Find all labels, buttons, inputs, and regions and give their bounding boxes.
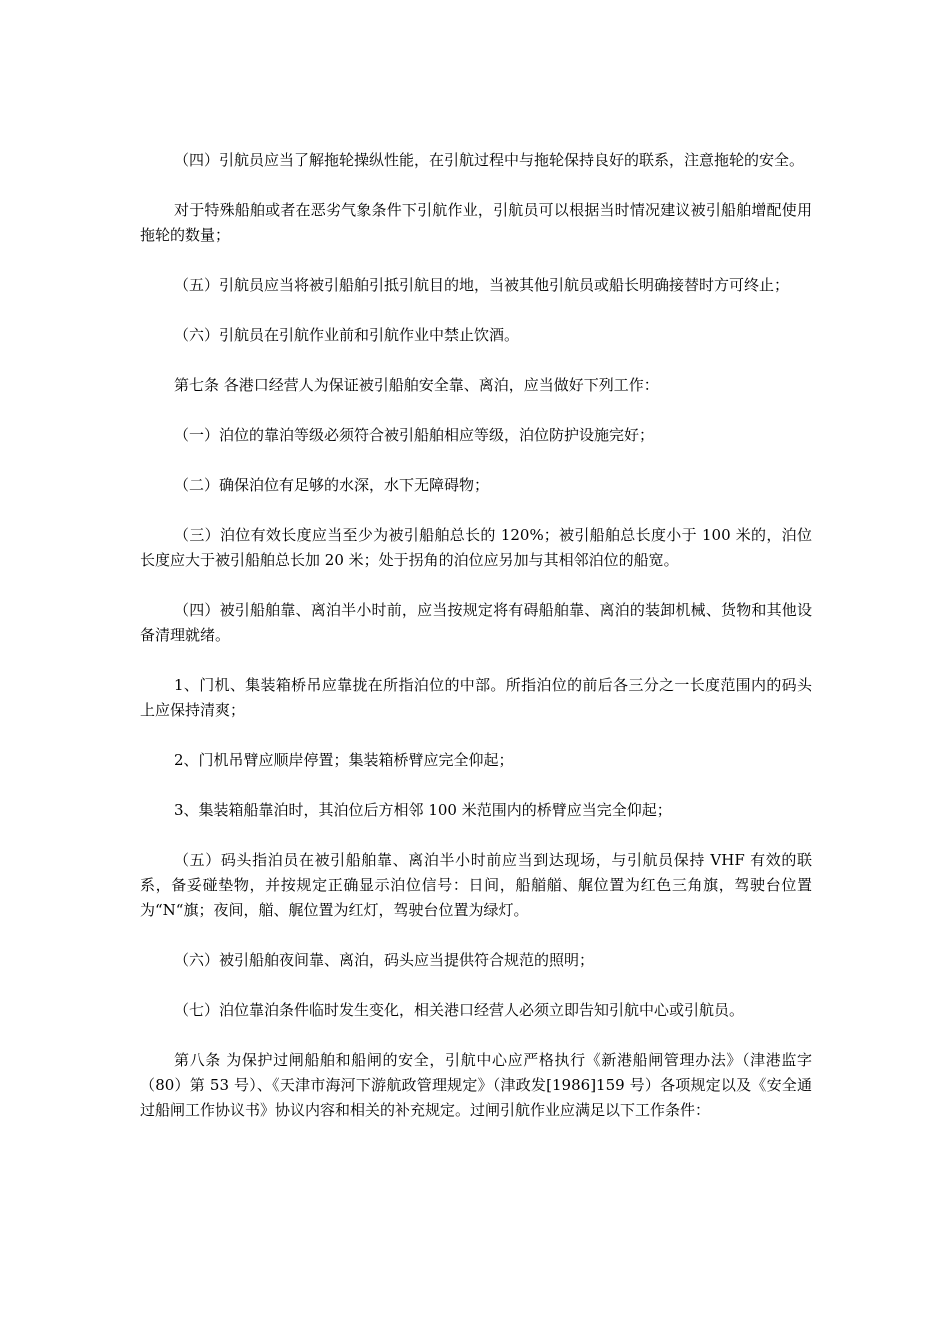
paragraph-special-vessels: 对于特殊船舶或者在恶劣气象条件下引航作业，引航员可以根据当时情况建议被引船舶增配使用拖轮的数量； xyxy=(140,201,812,244)
paragraph-berth-grade: （一）泊位的靠泊等级必须符合被引船舶相应等级，泊位防护设施完好； xyxy=(174,426,655,444)
paragraph-berth-signals: （五）码头指泊员在被引船舶靠、离泊半小时前应当到达现场，与引航员保持 VHF 有效的联系，备妥碰垫物，并按规定正确显示泊位信号：日间，船艏艏、艉位置为红色三角旗，驾驶台位置为“N“旗；夜间，艏、艉位置为红灯，驾驶台位置为绿灯。 xyxy=(140,851,812,919)
paragraph-water-depth: （二）确保泊位有足够的水深，水下无障碍物； xyxy=(174,476,490,494)
paragraph-crane-arms: 2、门机吊臂应顺岸停置；集装箱桥臂应完全仰起； xyxy=(174,751,514,769)
paragraph-condition-change: （七）泊位靠泊条件临时发生变化，相关港口经营人必须立即告知引航中心或引航员。 xyxy=(174,1001,745,1019)
paragraph-clear-equipment: （四）被引船舶靠、离泊半小时前，应当按规定将有碍船舶靠、离泊的装卸机械、货物和其他设备清理就绪。 xyxy=(140,601,812,644)
paragraph-night-lighting: （六）被引船舶夜间靠、离泊，码头应当提供符合规范的照明； xyxy=(174,951,595,969)
paragraph-pilot-destination: （五）引航员应当将被引船舶引抵引航目的地，当被其他引航员或船长明确接替时方可终止； xyxy=(174,276,790,294)
paragraph-cranes-middle: 1、门机、集装箱桥吊应靠拢在所指泊位的中部。所指泊位的前后各三分之一长度范围内的码头上应保持清爽； xyxy=(140,676,812,719)
paragraph-no-drinking: （六）引航员在引航作业前和引航作业中禁止饮酒。 xyxy=(174,326,520,344)
article-7-heading: 第七条 各港口经营人为保证被引船舶安全靠、离泊，应当做好下列工作： xyxy=(174,376,659,394)
article-8-paragraph: 第八条 为保护过闸船舶和船闸的安全，引航中心应严格执行《新港船闸管理办法》（津港监字（80）第 53 号）、《天津市海河下游航政管理规定》（津政发[1986]159 号）各项规定以及《安全通过船闸工作协议书》协议内容和相关的补充规定。过闸引航作业应满足以下工作条件： xyxy=(140,1051,812,1119)
paragraph-berth-length: （三）泊位有效长度应当至少为被引船舶总长的 120%；被引船舶总长度小于 100 米的，泊位长度应大于被引船舶总长加 20 米；处于拐角的泊位应另加与其相邻泊位的船宽。 xyxy=(140,526,812,569)
paragraph-container-berthing: 3、集装箱船靠泊时，其泊位后方相邻 100 米范围内的桥臂应当完全仰起； xyxy=(174,801,672,819)
document-body xyxy=(140,148,812,1148)
paragraph-tugboat-performance: （四）引航员应当了解拖轮操纵性能，在引航过程中与拖轮保持良好的联系，注意拖轮的安全。 xyxy=(174,151,805,169)
